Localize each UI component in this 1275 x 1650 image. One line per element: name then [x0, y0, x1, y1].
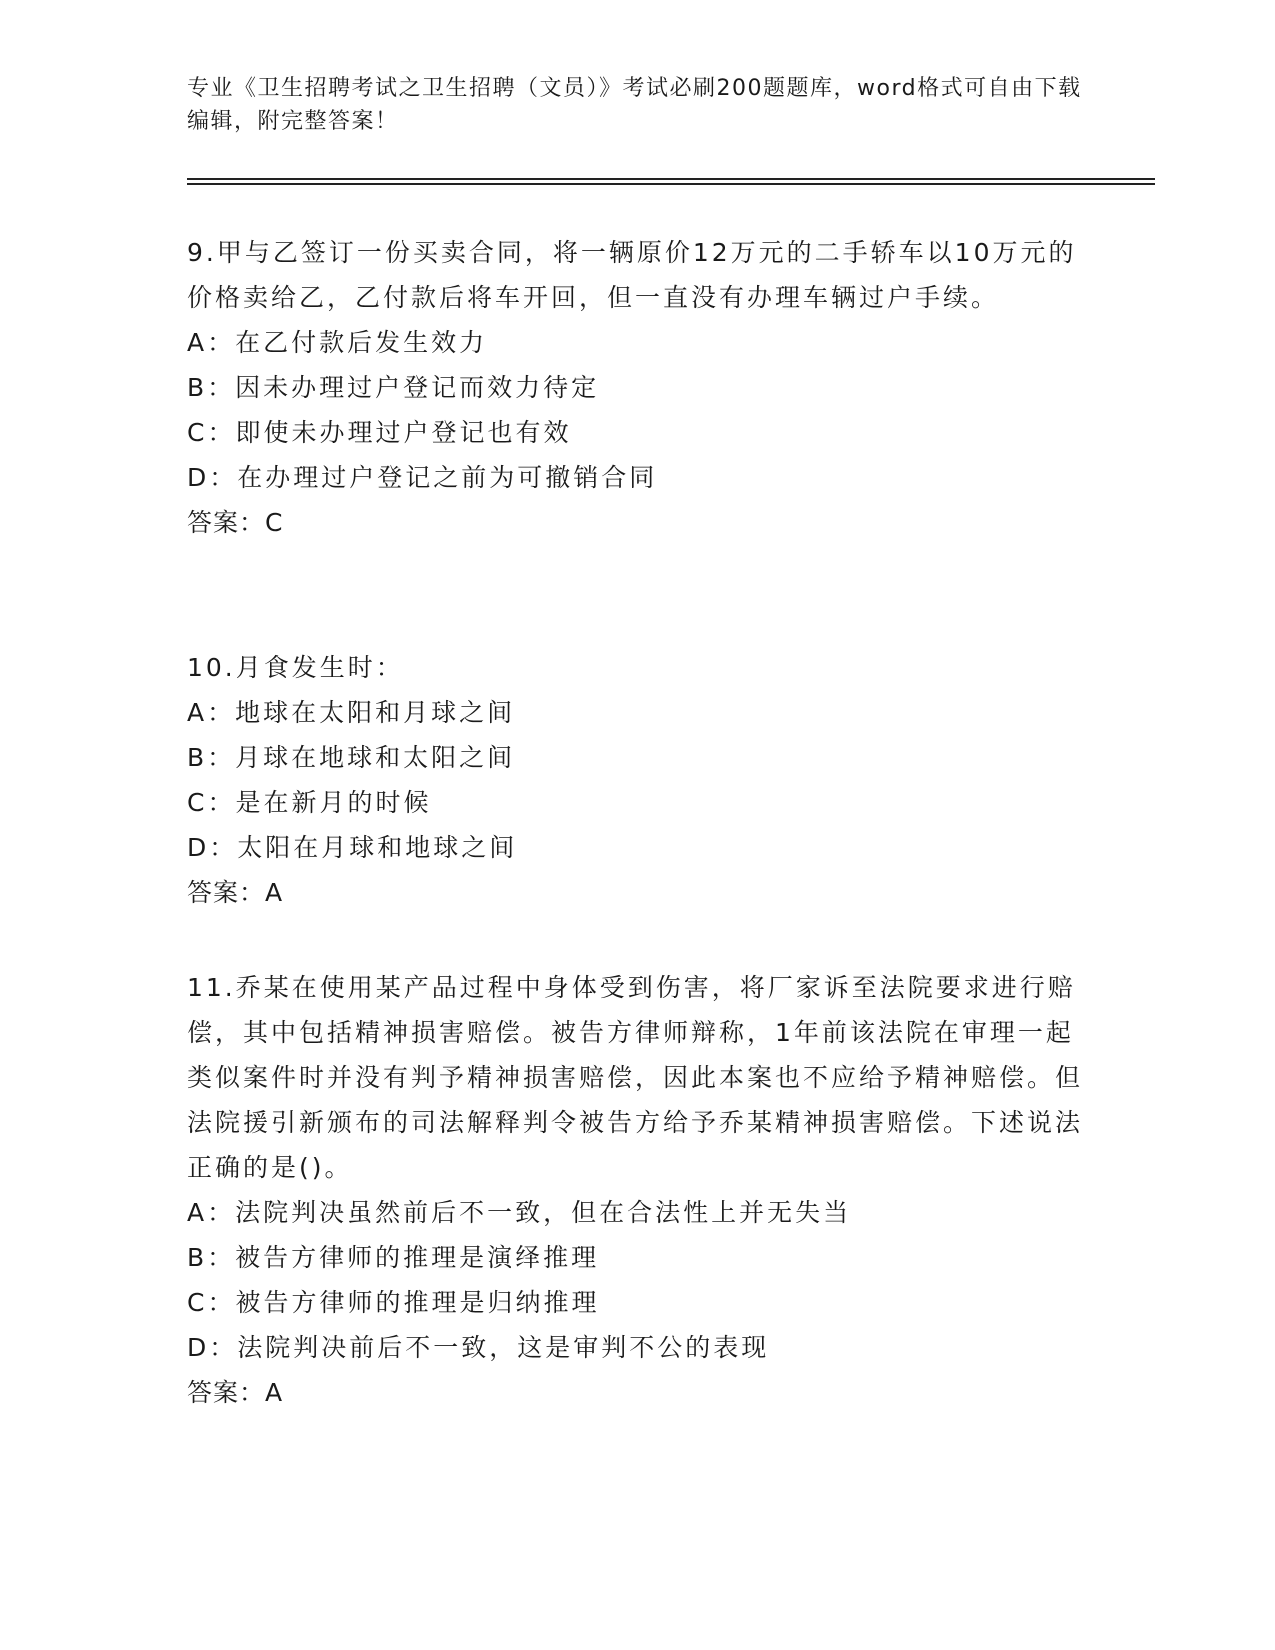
answer-line: 答案：A: [187, 878, 284, 907]
question-11: [187, 965, 1087, 1415]
question-stem: 9.甲与乙签订一份买卖合同，将一辆原价12万元的二手轿车以10万元的价格卖给乙，乙付款后将车开回，但一直没有办理车辆过户手续。: [187, 238, 1077, 312]
option-d: D：在办理过户登记之前为可撤销合同: [187, 463, 658, 492]
option-b: B：月球在地球和太阳之间: [187, 743, 516, 772]
option-c: C：被告方律师的推理是归纳推理: [187, 1288, 600, 1317]
answer-line: 答案：A: [187, 1378, 284, 1407]
document-header: 专业《卫生招聘考试之卫生招聘（文员）》考试必刷200题题库，word格式可自由下载编辑，附完整答案！: [187, 76, 1082, 134]
question-10: [187, 645, 1087, 915]
header-divider-bottom: [187, 183, 1155, 185]
option-c: C：即使未办理过户登记也有效: [187, 418, 572, 447]
question-stem: 11.乔某在使用某产品过程中身体受到伤害，将厂家诉至法院要求进行赔偿，其中包括精神损害赔偿。被告方律师辩称，1年前该法院在审理一起类似案件时并没有判予精神损害赔偿，因此本案也不应给予精神赔偿。但法院援引新颁布的司法解释判令被告方给予乔某精神损害赔偿。下述说法正确的是()。: [187, 973, 1084, 1182]
option-a: A：地球在太阳和月球之间: [187, 698, 516, 727]
option-c: C：是在新月的时候: [187, 788, 432, 817]
option-b: B：被告方律师的推理是演绎推理: [187, 1243, 600, 1272]
header-divider-top: [187, 178, 1155, 180]
option-d: D：太阳在月球和地球之间: [187, 833, 518, 862]
option-b: B：因未办理过户登记而效力待定: [187, 373, 600, 402]
question-9: [187, 230, 1087, 545]
option-a: A：在乙付款后发生效力: [187, 328, 488, 357]
option-d: D：法院判决前后不一致，这是审判不公的表现: [187, 1333, 770, 1362]
question-stem: 10.月食发生时：: [187, 653, 404, 682]
answer-line: 答案：C: [187, 508, 284, 537]
option-a: A：法院判决虽然前后不一致，但在合法性上并无失当: [187, 1198, 852, 1227]
